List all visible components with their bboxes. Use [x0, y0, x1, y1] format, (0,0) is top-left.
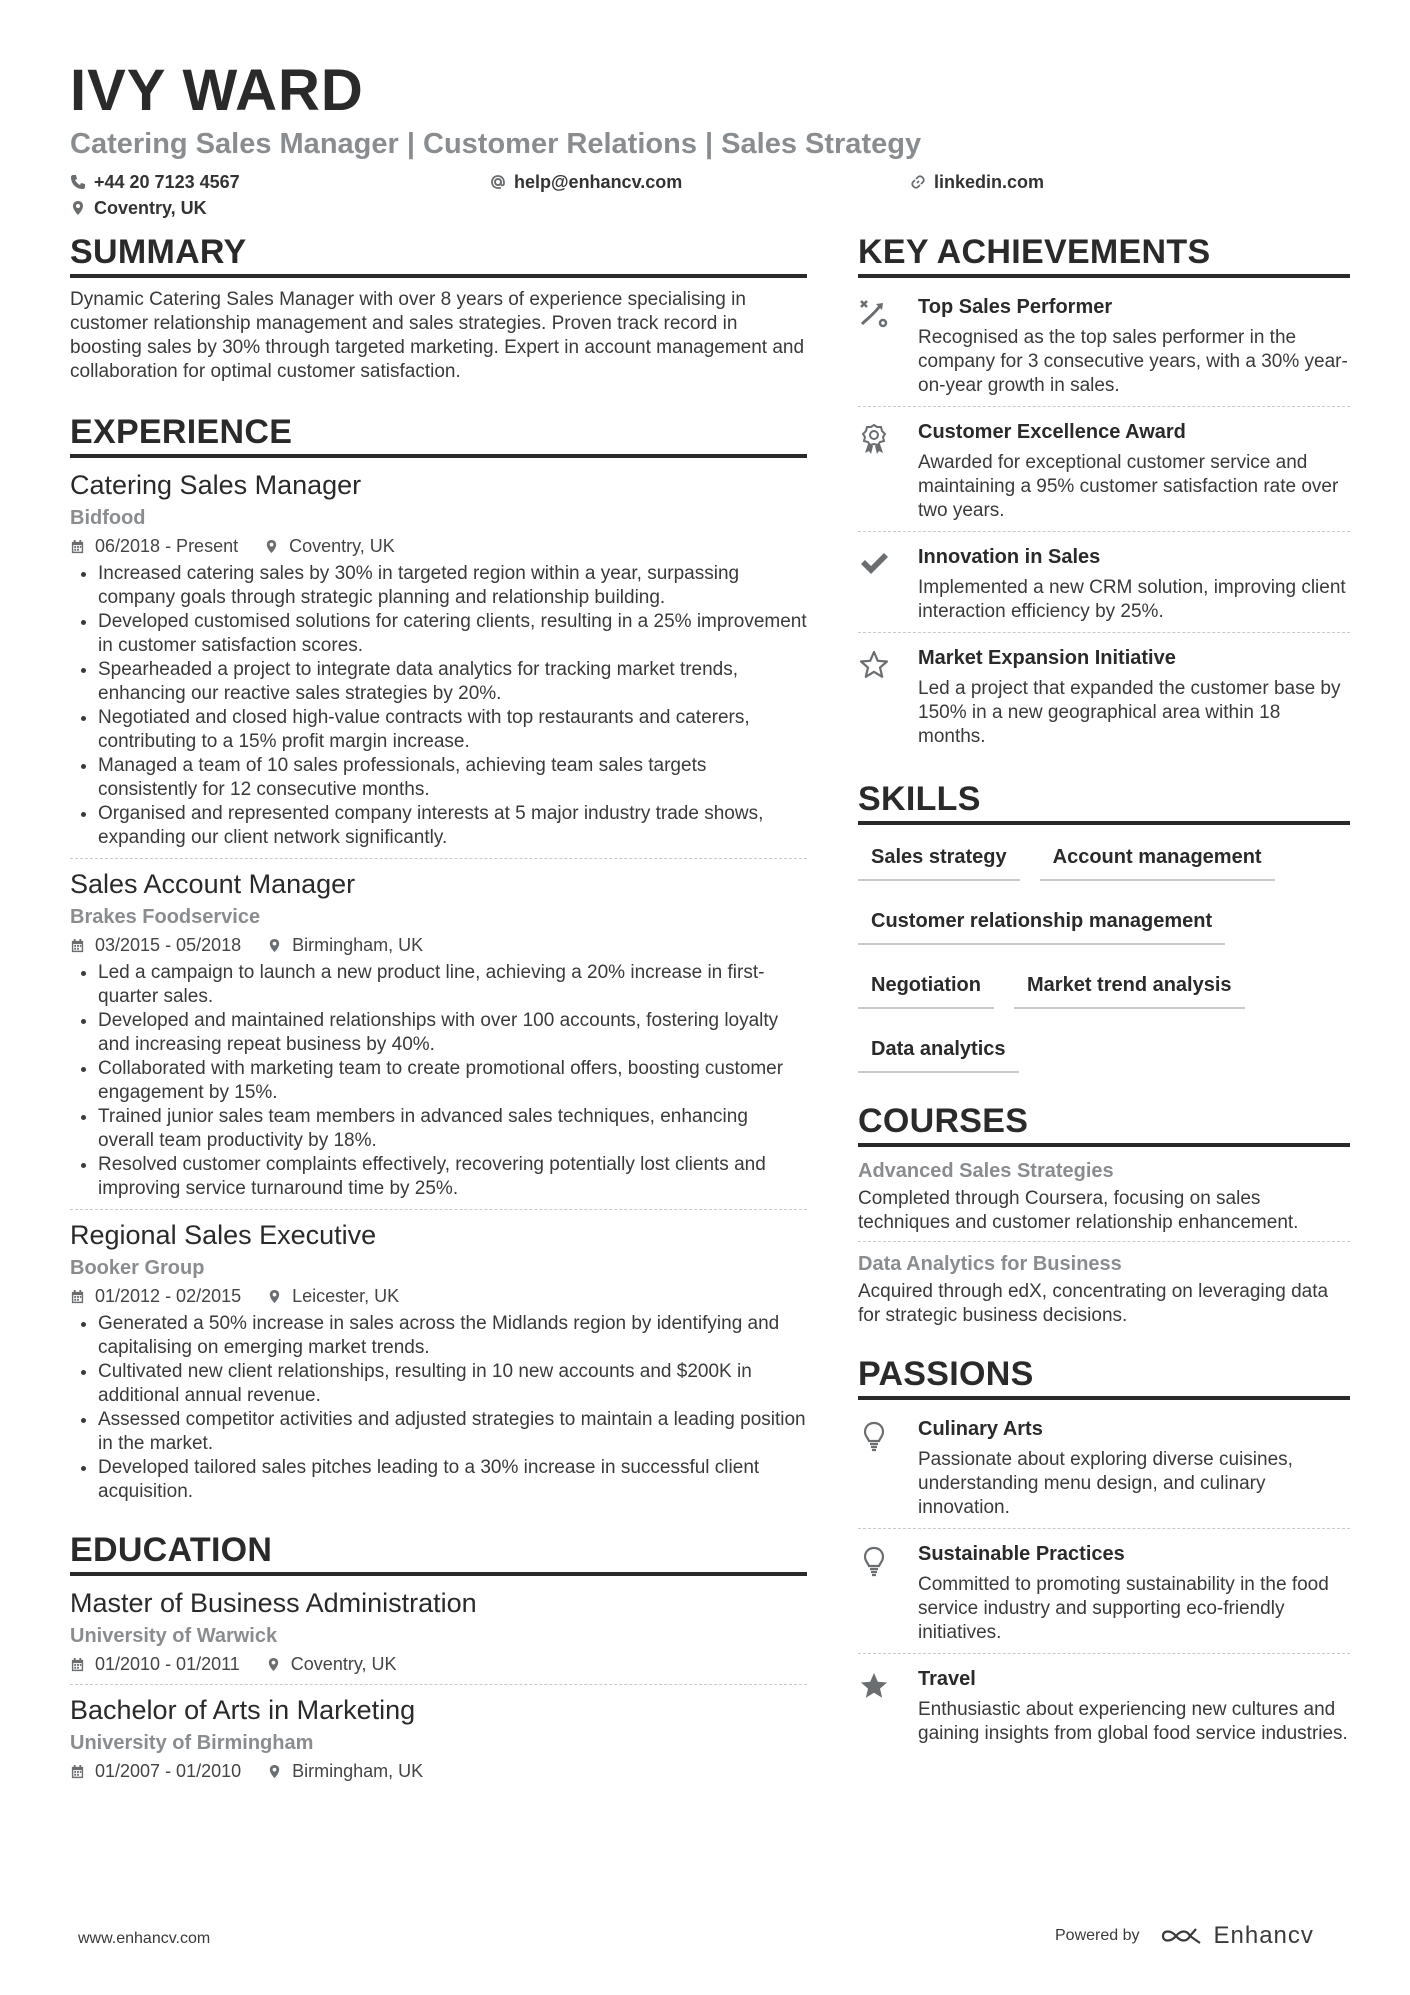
job-bullet: • Developed and maintained relationships with over 100 accounts, fostering loyalty and increasing repeat business by 40%.	[98, 1009, 807, 1057]
summary-section	[70, 232, 807, 384]
phone-number: +44 20 7123 4567	[94, 172, 240, 192]
achievement-title: Market Expansion Initiative	[918, 647, 1176, 669]
passion-icon-wrap	[858, 1414, 918, 1520]
job-company: Bidfood	[70, 507, 146, 529]
star-outline-icon	[858, 649, 890, 681]
course-title: Data Analytics for Business	[858, 1253, 1122, 1275]
achievement-icon-wrap	[858, 292, 918, 398]
calendar-icon	[70, 1764, 85, 1779]
contact-email	[490, 170, 910, 194]
left-column	[70, 232, 807, 1799]
passions-heading: PASSIONS	[858, 1354, 1350, 1400]
passion-desc: Passionate about exploring diverse cuisines, understanding menu design, and culinary innovation.	[918, 1449, 1293, 1518]
skills-section	[858, 779, 1350, 1091]
course-item	[858, 1250, 1350, 1334]
courses-section	[858, 1101, 1350, 1334]
education-entry	[70, 1586, 807, 1685]
course-desc: Completed through Coursera, focusing on sales techniques and customer relationship enhancement.	[858, 1188, 1299, 1233]
footer-website[interactable]: www.enhancv.com	[78, 1930, 211, 1947]
course-desc: Acquired through edX, concentrating on leveraging data for strategic business decisions.	[858, 1281, 1329, 1326]
job-location	[264, 534, 395, 558]
education-entry	[70, 1693, 807, 1791]
job-entry	[70, 1218, 807, 1512]
courses-heading: COURSES	[858, 1101, 1350, 1147]
job-bullet: • Managed a team of 10 sales professionals, achieving team sales targets consistently for 12 consecutive months.	[98, 754, 807, 802]
job-meta	[70, 1284, 807, 1308]
award-medal-icon	[858, 423, 890, 455]
achievement-desc: Implemented a new CRM solution, improving client interaction efficiency by 25%.	[918, 577, 1346, 622]
job-bullet: • Developed customised solutions for catering clients, resulting in a 25% improvement in customer satisfaction scores.	[98, 610, 807, 658]
job-bullet: • Spearheaded a project to integrate data analytics for tracking market trends, enhancing our reactive sales strategies by 20%.	[98, 658, 807, 706]
education-heading: EDUCATION	[70, 1530, 807, 1576]
linkedin-link[interactable]: linkedin.com	[934, 172, 1045, 192]
achievement-icon-wrap	[858, 643, 918, 749]
passion-body	[918, 1414, 1350, 1520]
contact-row	[70, 170, 1350, 194]
contact-linkedin	[910, 170, 1044, 194]
achievement-item	[858, 538, 1350, 633]
powered-by-label: Powered by	[1055, 1927, 1140, 1944]
job-company: Booker Group	[70, 1257, 205, 1279]
location-pin-icon	[267, 1289, 282, 1304]
passion-title: Travel	[918, 1668, 976, 1690]
job-location-text: Coventry, UK	[289, 536, 395, 556]
experience-heading: EXPERIENCE	[70, 412, 807, 458]
job-dates	[70, 933, 241, 957]
skills-heading: SKILLS	[858, 779, 1350, 825]
achievement-body	[918, 643, 1350, 749]
job-bullet: • Led a campaign to launch a new product line, achieving a 20% increase in first-quarter sales.	[98, 961, 807, 1009]
achievement-desc: Led a project that expanded the customer base by 150% in a new geographical area within 18 months.	[918, 678, 1341, 747]
education-meta	[70, 1759, 807, 1783]
phone-icon	[70, 174, 86, 190]
passions-section	[858, 1354, 1350, 1754]
achievement-desc: Recognised as the top sales performer in the company for 3 consecutive years, with a 30% year-on-year growth in sales.	[918, 327, 1348, 396]
job-bullet: • Cultivated new client relationships, resulting in 10 new accounts and $200K in additional annual revenue.	[98, 1360, 807, 1408]
resume-header	[70, 58, 1350, 220]
calendar-icon	[70, 1657, 85, 1672]
summary-text: Dynamic Catering Sales Manager with over 8 years of experience specialising in customer relationship management and sales strategies. Proven track record in boosting sales by 30% through targeted marketing. Expert in account management and collaboration for optimal customer satisfaction.	[70, 289, 805, 382]
brand-name: Enhancv	[1213, 1922, 1314, 1949]
skill-tag: Data analytics	[858, 1027, 1019, 1073]
location-pin-icon	[267, 938, 282, 953]
job-title: Catering Sales Manager	[70, 470, 362, 500]
job-location-text: Leicester, UK	[292, 1286, 400, 1306]
education-dates	[70, 1759, 241, 1783]
location-pin-icon	[266, 1657, 281, 1672]
checkmark-icon	[858, 548, 890, 580]
job-bullet: • Resolved customer complaints effectively, recovering potentially lost clients and improving service turnaround time by 25%.	[98, 1153, 807, 1201]
passion-body	[918, 1664, 1350, 1746]
contact-location	[70, 196, 207, 220]
degree-title: Bachelor of Arts in Marketing	[70, 1695, 416, 1725]
achievement-body	[918, 542, 1350, 624]
passion-icon-wrap	[858, 1664, 918, 1746]
summary-heading: SUMMARY	[70, 232, 807, 278]
job-entry	[70, 867, 807, 1210]
achievements-section	[858, 232, 1350, 757]
achievement-icon-wrap	[858, 542, 918, 624]
skill-tag: Market trend analysis	[1014, 963, 1245, 1009]
job-bullet: • Developed tailored sales pitches leading to a 30% increase in successful client acquisition.	[98, 1456, 807, 1504]
right-column	[858, 232, 1350, 1760]
job-bullet: • Collaborated with marketing team to create promotional offers, boosting customer engagement by 15%.	[98, 1057, 807, 1105]
passion-item	[858, 1410, 1350, 1529]
passion-icon-wrap	[858, 1539, 918, 1645]
lightbulb-icon	[858, 1420, 890, 1452]
passion-desc: Committed to promoting sustainability in the food service industry and supporting eco-friendly initiatives.	[918, 1574, 1329, 1643]
skill-tag: Negotiation	[858, 963, 994, 1009]
footer-branding	[1055, 1922, 1314, 1950]
job-bullets	[70, 562, 807, 850]
achievement-title: Innovation in Sales	[918, 546, 1101, 568]
job-bullets	[70, 961, 807, 1201]
job-location	[267, 1284, 399, 1308]
email-address[interactable]: help@enhancv.com	[514, 172, 683, 192]
skills-list	[858, 835, 1350, 1091]
education-location-text: Birmingham, UK	[292, 1761, 424, 1781]
passion-title: Sustainable Practices	[918, 1543, 1125, 1565]
achievement-title: Customer Excellence Award	[918, 421, 1186, 443]
calendar-icon	[70, 938, 85, 953]
passion-item	[858, 1535, 1350, 1654]
enhancv-logo-icon	[1160, 1925, 1206, 1947]
course-item	[858, 1157, 1350, 1242]
skill-tag: Sales strategy	[858, 835, 1020, 881]
experience-section	[70, 412, 807, 1512]
job-dates-text: 06/2018 - Present	[95, 536, 239, 556]
job-dates	[70, 534, 238, 558]
job-title: Sales Account Manager	[70, 869, 356, 899]
passion-desc: Enthusiastic about experiencing new cultures and gaining insights from global food service industries.	[918, 1699, 1348, 1744]
location-pin-icon	[267, 1764, 282, 1779]
calendar-icon	[70, 1289, 85, 1304]
passion-item	[858, 1660, 1350, 1754]
job-dates	[70, 1284, 241, 1308]
passion-title: Culinary Arts	[918, 1418, 1043, 1440]
at-sign-icon	[490, 174, 506, 190]
education-dates-text: 01/2010 - 01/2011	[95, 1654, 240, 1674]
job-bullet: • Negotiated and closed high-value contracts with top restaurants and caterers, contributing to a 15% profit margin increase.	[98, 706, 807, 754]
passion-body	[918, 1539, 1350, 1645]
job-meta	[70, 534, 807, 558]
education-section	[70, 1530, 807, 1791]
achievement-item	[858, 288, 1350, 407]
education-location	[267, 1759, 423, 1783]
education-location-text: Coventry, UK	[290, 1654, 397, 1674]
job-bullet: • Increased catering sales by 30% in targeted region within a year, surpassing company goals through strategic planning and relationship building.	[98, 562, 807, 610]
achievements-heading: KEY ACHIEVEMENTS	[858, 232, 1350, 278]
school-name: University of Warwick	[70, 1625, 278, 1647]
job-location-text: Birmingham, UK	[292, 935, 424, 955]
star-filled-icon	[858, 1670, 890, 1702]
degree-title: Master of Business Administration	[70, 1588, 477, 1618]
achievement-item	[858, 413, 1350, 532]
achievement-item	[858, 639, 1350, 757]
school-name: University of Birmingham	[70, 1732, 314, 1754]
skill-tag: Customer relationship management	[858, 899, 1225, 945]
education-meta	[70, 1652, 807, 1676]
candidate-name: IVY WARD	[70, 58, 364, 123]
job-meta	[70, 933, 807, 957]
job-title: Regional Sales Executive	[70, 1220, 377, 1250]
calendar-icon	[70, 539, 85, 554]
achievement-desc: Awarded for exceptional customer service and maintaining a 95% customer satisfaction rate over two years.	[918, 452, 1339, 521]
candidate-tagline: Catering Sales Manager | Customer Relations | Sales Strategy	[70, 128, 922, 160]
lightbulb-icon	[858, 1545, 890, 1577]
education-dates-text: 01/2007 - 01/2010	[95, 1761, 242, 1781]
location-pin-icon	[70, 200, 86, 216]
achievement-title: Top Sales Performer	[918, 296, 1113, 318]
job-dates-text: 01/2012 - 02/2015	[95, 1286, 242, 1306]
job-bullet: • Assessed competitor activities and adjusted strategies to maintain a leading position in the market.	[98, 1408, 807, 1456]
job-bullet: • Organised and represented company interests at 5 major industry trade shows, expanding our client network significantly.	[98, 802, 807, 850]
education-location	[266, 1652, 397, 1676]
link-icon	[910, 174, 926, 190]
job-location	[267, 933, 423, 957]
contact-phone	[70, 170, 490, 194]
brand-logo[interactable]	[1160, 1922, 1314, 1950]
job-bullet: • Trained junior sales team members in advanced sales techniques, enhancing overall team productivity by 18%.	[98, 1105, 807, 1153]
achievement-icon-wrap	[858, 417, 918, 523]
education-dates	[70, 1652, 240, 1676]
job-bullets	[70, 1312, 807, 1504]
skill-tag: Account management	[1040, 835, 1275, 881]
job-entry	[70, 468, 807, 859]
contact-row-2	[70, 196, 1350, 220]
achievement-body	[918, 292, 1350, 398]
job-bullet: • Generated a 50% increase in sales across the Midlands region by identifying and capitalising on emerging market trends.	[98, 1312, 807, 1360]
trophy-route-icon	[858, 298, 890, 330]
location-text: Coventry, UK	[94, 198, 207, 218]
achievement-body	[918, 417, 1350, 523]
course-title: Advanced Sales Strategies	[858, 1160, 1114, 1182]
job-company: Brakes Foodservice	[70, 906, 261, 928]
job-dates-text: 03/2015 - 05/2018	[95, 935, 242, 955]
location-pin-icon	[264, 539, 279, 554]
